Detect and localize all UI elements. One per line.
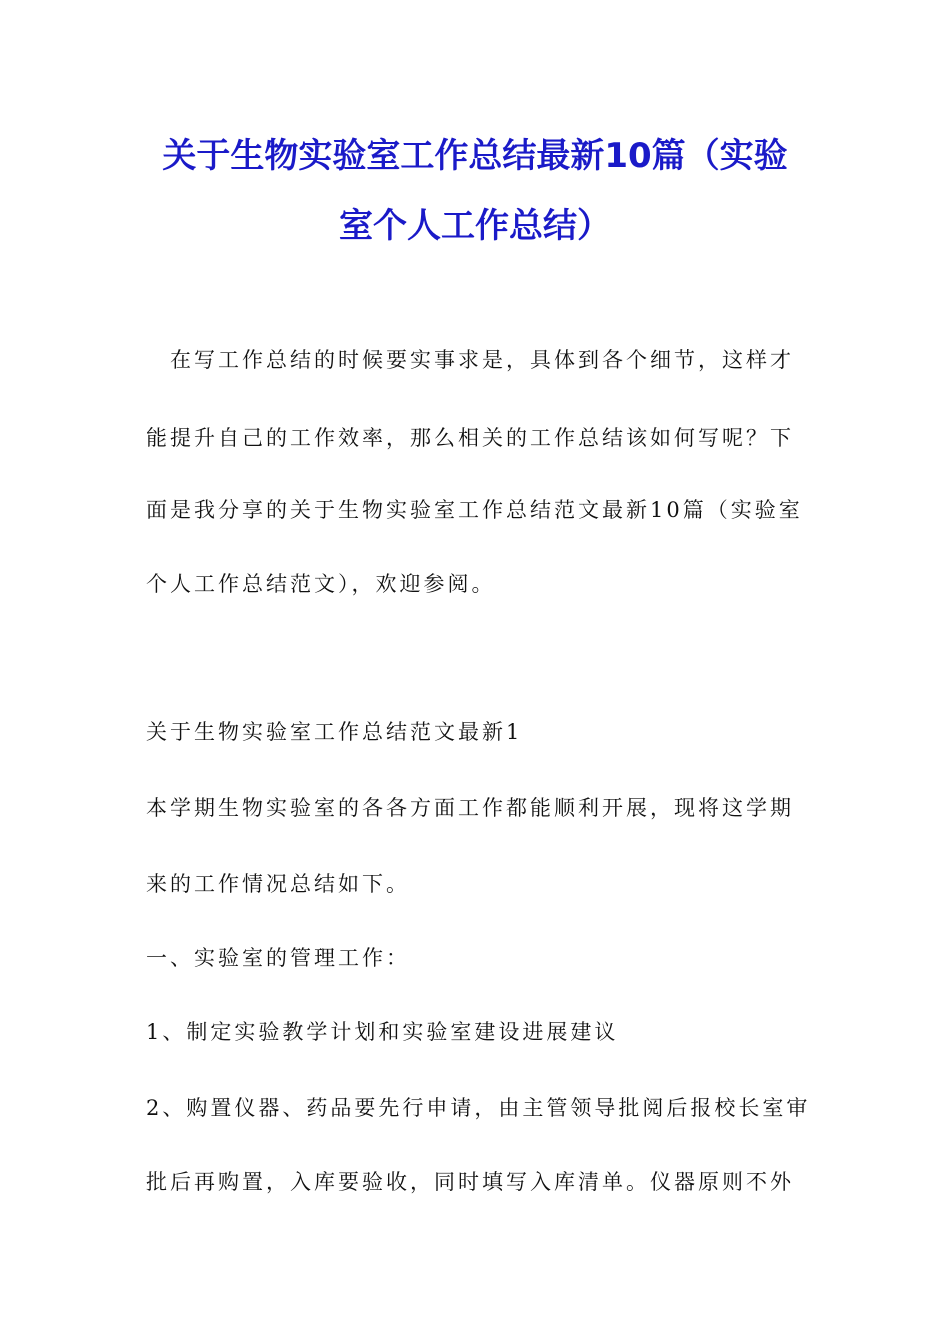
body-line-1: 本学期生物实验室的各各方面工作都能顺利开展，现将这学期 — [146, 796, 794, 820]
body-line-6: 批后再购置，入库要验收，同时填写入库清单。仪器原则不外 — [146, 1170, 794, 1194]
intro-line-4: 个人工作总结范文），欢迎参阅。 — [146, 572, 496, 596]
document-title-line-2: 室个人工作总结） — [339, 206, 611, 246]
body-line-3: 一、实验室的管理工作： — [146, 946, 410, 970]
document-title-line-1: 关于生物实验室工作总结最新10篇（实验 — [162, 136, 788, 176]
body-line-2: 来的工作情况总结如下。 — [146, 872, 410, 896]
section-heading: 关于生物实验室工作总结范文最新1 — [146, 720, 523, 744]
body-line-5: 2、购置仪器、药品要先行申请，由主管领导批阅后报校长室审 — [146, 1096, 811, 1120]
body-line-4: 1、制定实验教学计划和实验室建设进展建议 — [146, 1020, 619, 1044]
intro-line-1: 在写工作总结的时候要实事求是，具体到各个细节，这样才 — [146, 348, 794, 372]
intro-line-2: 能提升自己的工作效率，那么相关的工作总结该如何写呢？下 — [146, 426, 794, 450]
intro-line-3: 面是我分享的关于生物实验室工作总结范文最新10篇（实验室 — [146, 498, 803, 522]
